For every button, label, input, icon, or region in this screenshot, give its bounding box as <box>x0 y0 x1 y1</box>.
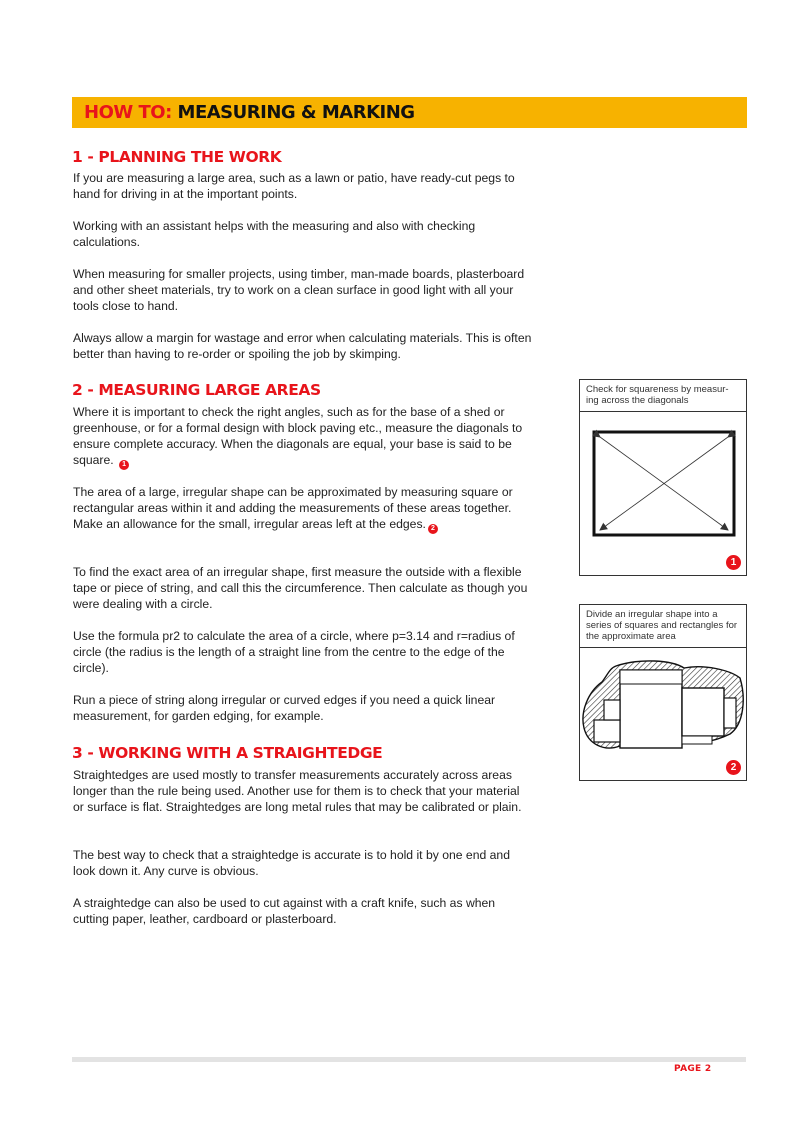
figure-2-marker: 2 <box>428 524 438 534</box>
paragraph-with-marker-2 <box>73 484 533 534</box>
paragraph-text: Where it is important to check the right angles, such as for the base of a shed or greenhouse, or for a formal design with block paving etc., measure the diagonals to ensure complete accuracy. When the diagonals are equal, your base is said to be square. <box>73 405 523 467</box>
paragraph: Always allow a margin for wastage and error when calculating materials. This is often better than having to re-order or spoiling the job by skimping. <box>73 331 532 361</box>
section-heading-straightedge: 3 - WORKING WITH A STRAIGHTEDGE <box>72 744 383 762</box>
subdivision-rect <box>682 688 724 736</box>
irregular-shape-diagram <box>580 648 746 778</box>
subdivision-rect <box>594 720 620 742</box>
figure-1-marker: 1 <box>119 460 129 470</box>
banner-title: MEASURING & MARKING <box>177 102 415 123</box>
footer-rule <box>72 1057 746 1062</box>
paragraph-with-marker-1 <box>73 404 533 470</box>
paragraph: When measuring for smaller projects, using timber, man-made boards, plasterboard and other sheet materials, try to work on a clean surface in good light with all your tools close to hand. <box>73 267 525 313</box>
figure-caption: Check for squareness by measur-ing across the diagonals <box>580 380 746 412</box>
figure-irregular-shape <box>579 604 747 781</box>
subdivision-rect <box>604 700 620 720</box>
figure-number-badge: 2 <box>726 760 741 775</box>
paragraph: Use the formula pr2 to calculate the area of a circle, where p=3.14 and r=radius of circle (the radius is the length of a straight line from the centre to the edge of the circle). <box>73 629 515 675</box>
page-number: PAGE 2 <box>674 1064 712 1074</box>
paragraph: Straightedges are used mostly to transfer measurements accurately across areas longer than the rule being used. Another use for them is to check that your material or surface is flat. Straightedges are long metal rules that may be calibrated or plain. <box>73 768 522 814</box>
paragraph: A straightedge can also be used to cut against with a craft knife, such as when cutting paper, leather, cardboard or plasterboard. <box>73 896 496 926</box>
paragraph: To find the exact area of an irregular shape, first measure the outside with a flexible tape or piece of string, and call this the circumference. Then calculate as though you were dealing with a circle. <box>73 565 528 611</box>
paragraph: The best way to check that a straightedge is accurate is to hold it by one end and look down it. Any curve is obvious. <box>73 848 510 878</box>
page-title <box>84 102 415 123</box>
diagonals-diagram <box>580 412 746 576</box>
figure-squareness <box>579 379 747 576</box>
section-heading-large-areas: 2 - MEASURING LARGE AREAS <box>72 381 321 399</box>
paragraph: If you are measuring a large area, such as a lawn or patio, have ready-cut pegs to hand for driving in at the important points. <box>73 171 515 201</box>
section-heading-planning: 1 - PLANNING THE WORK <box>72 148 282 166</box>
figure-number-badge: 1 <box>726 555 741 570</box>
paragraph: Working with an assistant helps with the measuring and also with checking calculations. <box>73 219 476 249</box>
figure-caption: Divide an irregular shape into a series of squares and rectangles for the approximate area <box>580 605 746 648</box>
banner-prefix: HOW TO: <box>84 102 172 123</box>
title-banner <box>72 97 747 128</box>
paragraph-text: The area of a large, irregular shape can be approximated by measuring square or rectangular areas within it and adding the measurements of these areas together. Make an allowance for the small, irregular areas left at the edges. <box>73 485 513 531</box>
subdivision-rect <box>724 698 736 728</box>
paragraph: Run a piece of string along irregular or curved edges if you need a quick linear measurement, for garden edging, for example. <box>73 693 496 723</box>
